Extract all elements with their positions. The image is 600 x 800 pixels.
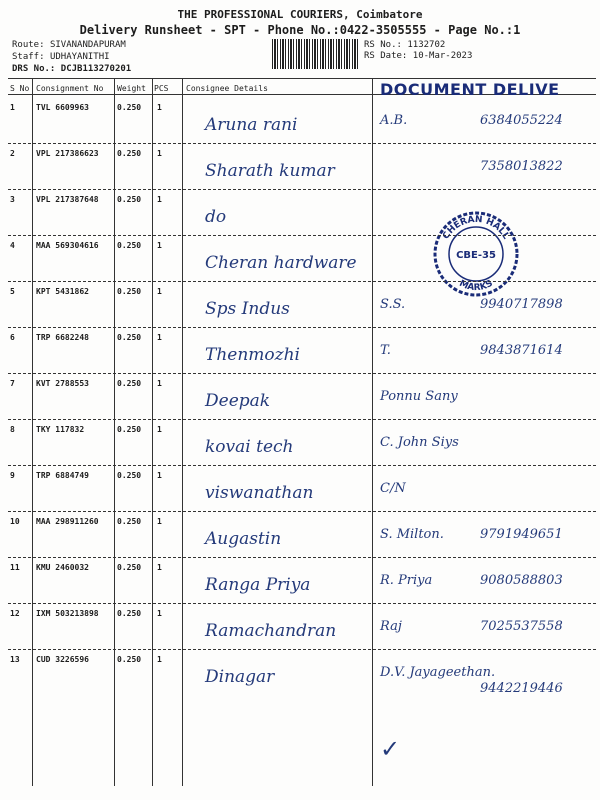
row-phone: 7025537558 [480, 619, 563, 634]
row-consignee-name: Sps Indus [205, 299, 290, 319]
row-pcs: 1 [157, 287, 162, 296]
row-weight: 0.250 [117, 333, 142, 342]
row-phone: 6384055224 [480, 113, 563, 128]
row-separator [8, 419, 596, 420]
row-weight: 0.250 [117, 379, 142, 388]
route-value: SIVANANDAPURAM [49, 40, 126, 50]
row-sno: 11 [10, 563, 20, 572]
row-separator [8, 557, 596, 558]
col-header-sno: S No [10, 84, 30, 93]
row-weight: 0.250 [117, 563, 142, 572]
row-pcs: 1 [157, 333, 162, 342]
column-divider [182, 79, 183, 786]
row-consignment-no: MAA 298911260 [36, 517, 99, 526]
table-top-rule [8, 78, 596, 79]
row-consignee-name: Ranga Priya [205, 575, 311, 595]
row-separator [8, 327, 596, 328]
row-signature: R. Priya [380, 573, 433, 588]
seal-top-text: CHERAN HALL [441, 214, 511, 242]
row-separator [8, 465, 596, 466]
row-weight: 0.250 [117, 517, 142, 526]
drs-info [12, 64, 131, 74]
row-separator [8, 143, 596, 144]
col-header-pcs: PCS [154, 84, 169, 93]
column-divider [32, 79, 33, 786]
row-separator [8, 189, 596, 190]
rs-number-info [364, 40, 445, 50]
seal-bottom-text: MARKS [457, 278, 495, 294]
row-phone: 9940717898 [480, 297, 563, 312]
row-consignee-name: Augastin [205, 529, 282, 549]
row-signature: S. Milton. [380, 527, 444, 542]
row-consignee-name: Ramachandran [205, 621, 337, 641]
staff-label: Staff: [12, 52, 45, 62]
row-signature: Ponnu Sany [380, 389, 458, 404]
row-sno: 1 [10, 103, 15, 112]
rs-date-label: RS Date: [364, 51, 408, 61]
row-consignment-no: CUD 3226596 [36, 655, 89, 664]
row-consignment-no: IXM 503213898 [36, 609, 99, 618]
row-consignment-no: KVT 2788553 [36, 379, 89, 388]
column-divider [372, 79, 373, 786]
row-pcs: 1 [157, 655, 162, 664]
document-delivered-stamp: DOCUMENT DELIVE [380, 80, 560, 99]
row-signature: C. John Siys [380, 435, 459, 450]
row-pcs: 1 [157, 195, 162, 204]
col-header-consignee: Consignee Details [186, 84, 268, 93]
rs-no-label: RS No.: [364, 40, 402, 50]
route-info [12, 40, 126, 50]
col-header-weight: Weight [117, 84, 146, 93]
row-consignment-no: KMU 2460032 [36, 563, 89, 572]
row-consignee-name: Dinagar [205, 667, 275, 687]
row-weight: 0.250 [117, 103, 142, 112]
row-sno: 7 [10, 379, 15, 388]
row-consignment-no: TKY 117832 [36, 425, 85, 434]
row-signature: C/N [380, 481, 406, 496]
drs-label: DRS No.: [12, 64, 56, 74]
svg-text:CHERAN HALL [441, 215, 511, 242]
tick-mark: ✓ [380, 735, 401, 763]
row-sno: 4 [10, 241, 15, 250]
row-separator [8, 603, 596, 604]
company-title: THE PROFESSIONAL COURIERS, Coimbatore [177, 8, 423, 21]
row-pcs: 1 [157, 609, 162, 618]
row-consignee-name: do [205, 207, 227, 227]
row-sno: 3 [10, 195, 15, 204]
row-sno: 8 [10, 425, 15, 434]
row-consignment-no: KPT 5431862 [36, 287, 89, 296]
row-pcs: 1 [157, 517, 162, 526]
row-sno: 13 [10, 655, 20, 664]
row-consignee-name: Deepak [205, 391, 271, 411]
route-label: Route: [12, 40, 45, 50]
row-separator [8, 281, 596, 282]
rs-date-info [364, 51, 472, 61]
row-weight: 0.250 [117, 241, 142, 250]
row-weight: 0.250 [117, 195, 142, 204]
row-pcs: 1 [157, 241, 162, 250]
row-signature: T. [380, 343, 391, 358]
row-separator [8, 649, 596, 650]
row-weight: 0.250 [117, 609, 142, 618]
company-seal [432, 210, 520, 298]
rs-date-value: 10-Mar-2023 [412, 51, 473, 61]
row-signature: Raj [380, 619, 402, 634]
row-sno: 10 [10, 517, 20, 526]
row-separator [8, 511, 596, 512]
row-sno: 12 [10, 609, 20, 618]
row-weight: 0.250 [117, 655, 142, 664]
row-consignment-no: TRP 6682248 [36, 333, 89, 342]
row-sno: 2 [10, 149, 15, 158]
row-consignment-no: VPL 217386623 [36, 149, 99, 158]
row-consignment-no: TVL 6609963 [36, 103, 89, 112]
row-pcs: 1 [157, 149, 162, 158]
row-weight: 0.250 [117, 471, 142, 480]
row-consignee-name: viswanathan [205, 483, 314, 503]
row-consignee-name: Cheran hardware [205, 253, 357, 273]
row-phone: 9080588803 [480, 573, 563, 588]
row-weight: 0.250 [117, 425, 142, 434]
col-header-consignment: Consignment No [36, 84, 104, 93]
row-signature: A.B. [380, 113, 408, 128]
row-sno: 5 [10, 287, 15, 296]
row-pcs: 1 [157, 425, 162, 434]
row-signature: D.V. Jayageethan. [380, 665, 496, 680]
row-phone: 7358013822 [480, 159, 563, 174]
barcode [272, 39, 359, 69]
row-pcs: 1 [157, 103, 162, 112]
drs-value: DCJB113270201 [60, 64, 132, 74]
row-consignee-name: Aruna rani [205, 115, 298, 135]
row-separator [8, 373, 596, 374]
row-pcs: 1 [157, 563, 162, 572]
rs-no-value: 1132702 [407, 40, 446, 50]
row-separator [8, 235, 596, 236]
column-divider [114, 79, 115, 786]
row-phone: 9843871614 [480, 343, 563, 358]
row-signature: S.S. [380, 297, 406, 312]
row-pcs: 1 [157, 471, 162, 480]
staff-value: UDHAYANITHI [49, 52, 110, 62]
row-consignment-no: MAA 569304616 [36, 241, 99, 250]
row-consignee-name: kovai tech [205, 437, 294, 457]
staff-info [12, 52, 110, 62]
column-divider [152, 79, 153, 786]
seal-center-text: CBE-35 [456, 250, 496, 261]
row-phone: 9442219446 [480, 681, 563, 696]
row-sno: 6 [10, 333, 15, 342]
row-pcs: 1 [157, 379, 162, 388]
row-consignee-name: Sharath kumar [205, 161, 335, 181]
row-consignment-no: VPL 217387648 [36, 195, 99, 204]
row-consignee-name: Thenmozhi [205, 345, 300, 365]
row-consignment-no: TRP 6884749 [36, 471, 89, 480]
row-weight: 0.250 [117, 149, 142, 158]
row-weight: 0.250 [117, 287, 142, 296]
row-sno: 9 [10, 471, 15, 480]
runsheet-subtitle: Delivery Runsheet - SPT - Phone No.:0422-3505555 - Page No.:1 [79, 23, 521, 37]
row-phone: 9791949651 [480, 527, 563, 542]
